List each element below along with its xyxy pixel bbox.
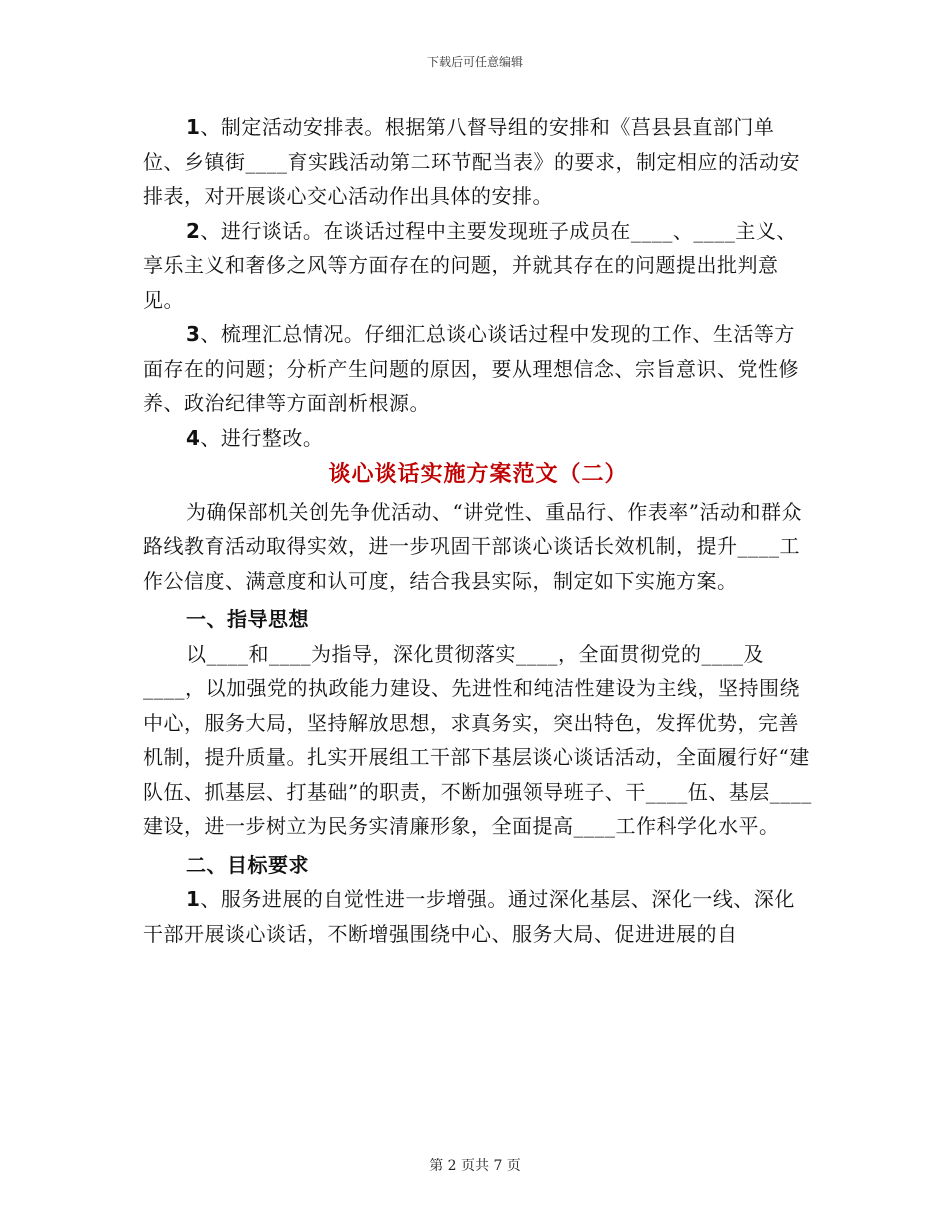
paragraph-item-2: [143, 214, 813, 318]
page-footer: 第 2 页共 7 页: [429, 1158, 521, 1174]
paragraph-item-1: [143, 110, 813, 214]
paragraph-item-3: [143, 317, 813, 421]
item-number: 1: [186, 887, 201, 911]
item-text: 、服务进展的自觉性进一步增强。通过深化基层、深化一线、深化干部开展谈心谈话，不断增强围绕中心、服务大局、促进进展的自: [143, 887, 795, 946]
heading-goals: 二、目标要求: [186, 852, 309, 877]
item-number: 1: [186, 115, 201, 139]
item-text: 、梳理汇总情况。仔细汇总谈心谈话过程中发现的工作、生活等方面存在的问题；分析产生问题的原因，要从理想信念、宗旨意识、党性修养、政治纪律等方面剖析根源。: [143, 322, 799, 415]
heading-guiding-thought: 一、指导思想: [186, 607, 309, 631]
paragraph-intro: 为确保部机关创先争优活动、“讲党性、重品行、作表率”活动和群众路线教育活动取得实效，进一步巩固干部谈心谈话长效机制，提升____工作公信度、满意度和认可度，结合我县实际，制定如下实施方案。: [143, 499, 802, 593]
section-title: 谈心谈话实施方案范文（二）: [328, 462, 628, 487]
document-body: [143, 110, 813, 951]
paragraph-guiding-thought: 以____和____为指导，深化贯彻落实____，全面贯彻党的____及____，以加强党的执政能力建设、先进性和纯洁性建设为主线，坚持围绕中心，服务大局，坚持解放思想，求真务实，突出特色，发挥优势，完善机制，提升质量。扎实开展组工干部下基层谈心谈话活动，全面履行好“建队伍、抓基层、打基础”的职责，不断加强领导班子、干____伍、基层____建设，进一步树立为民务实清廉形象，全面提高____工作科学化水平。: [143, 641, 812, 838]
item-text: 、进行整改。: [200, 425, 324, 450]
paragraph-goal-1: [143, 882, 813, 951]
item-number: 3: [186, 322, 201, 346]
item-text: 、制定活动安排表。根据第八督导组的安排和《莒县县直部门单位、乡镇街____育实践活动第二环节配当表》的要求，制定相应的活动安排表，对开展谈心交心活动作出具体的安排。: [143, 115, 800, 208]
page-header: 下载后可任意编辑: [426, 55, 523, 69]
item-number: 2: [186, 218, 201, 243]
paragraph-item-4: [143, 421, 813, 456]
item-number: 4: [186, 425, 201, 450]
item-text: 、进行谈话。在谈话过程中主要发现班子成员在____、____主义、享乐主义和奢侈之风等方面存在的问题，并就其存在的问题提出批判意见。: [143, 218, 797, 312]
